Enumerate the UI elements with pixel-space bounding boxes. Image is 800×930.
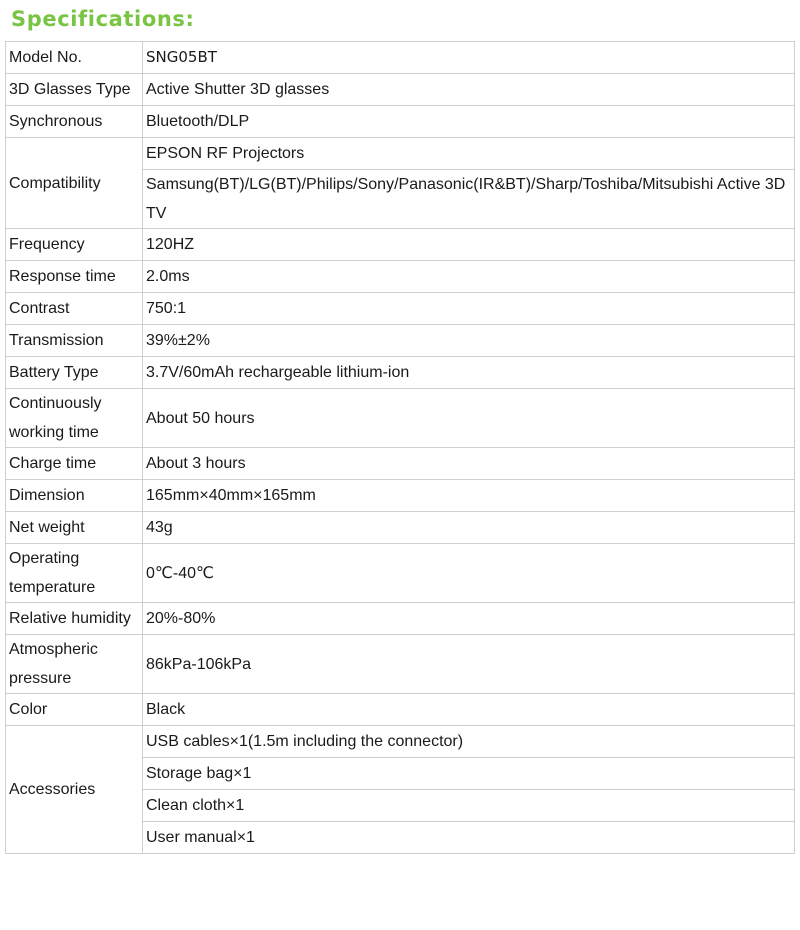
spec-value-model: SNG05BT <box>143 42 795 74</box>
spec-value-battery-type: 3.7V/60mAh rechargeable lithium-ion <box>143 357 795 389</box>
spec-label-battery-type: Battery Type <box>6 357 143 389</box>
spec-value-contrast: 750:1 <box>143 293 795 325</box>
spec-row-relative-humidity <box>6 603 795 635</box>
spec-label-model: Model No. <box>6 42 143 74</box>
spec-label-response-time: Response time <box>6 261 143 293</box>
spec-label-contrast: Contrast <box>6 293 143 325</box>
spec-row-operating-temperature <box>6 544 795 603</box>
spec-row-glasses-type <box>6 74 795 106</box>
spec-value-atmospheric-pressure: 86kPa-106kPa <box>143 635 795 694</box>
spec-value-transmission: 39%±2% <box>143 325 795 357</box>
spec-row-transmission <box>6 325 795 357</box>
spec-label-net-weight: Net weight <box>6 512 143 544</box>
spec-row-dimension <box>6 480 795 512</box>
spec-row-net-weight <box>6 512 795 544</box>
spec-label-atmospheric-pressure: Atmospheric pressure <box>6 635 143 694</box>
spec-label-dimension: Dimension <box>6 480 143 512</box>
spec-row-color <box>6 694 795 726</box>
spec-row-response-time <box>6 261 795 293</box>
spec-row-atmospheric-pressure <box>6 635 795 694</box>
spec-value-compatibility-2: Samsung(BT)/LG(BT)/Philips/Sony/Panasonic(IR&BT)/Sharp/Toshiba/Mitsubishi Active 3D TV <box>143 170 795 229</box>
spec-value-net-weight: 43g <box>143 512 795 544</box>
spec-value-accessories-3: Clean cloth×1 <box>143 790 795 822</box>
specifications-table <box>5 41 795 854</box>
spec-row-accessories <box>6 726 795 758</box>
spec-value-color: Black <box>143 694 795 726</box>
spec-value-charge-time: About 3 hours <box>143 448 795 480</box>
spec-label-charge-time: Charge time <box>6 448 143 480</box>
spec-row-working-time <box>6 389 795 448</box>
spec-value-accessories-2: Storage bag×1 <box>143 758 795 790</box>
spec-value-response-time: 2.0ms <box>143 261 795 293</box>
spec-value-frequency: 120HZ <box>143 229 795 261</box>
spec-row-battery-type <box>6 357 795 389</box>
spec-label-relative-humidity: Relative humidity <box>6 603 143 635</box>
spec-label-operating-temperature: Operating temperature <box>6 544 143 603</box>
spec-label-color: Color <box>6 694 143 726</box>
spec-label-accessories: Accessories <box>6 726 143 854</box>
spec-value-working-time: About 50 hours <box>143 389 795 448</box>
spec-value-accessories-1: USB cables×1(1.5m including the connector) <box>143 726 795 758</box>
spec-row-model <box>6 42 795 74</box>
spec-label-transmission: Transmission <box>6 325 143 357</box>
spec-row-frequency <box>6 229 795 261</box>
spec-value-synchronous: Bluetooth/DLP <box>143 106 795 138</box>
spec-value-operating-temperature: 0℃-40℃ <box>143 544 795 603</box>
spec-row-compatibility <box>6 138 795 170</box>
spec-value-accessories-4: User manual×1 <box>143 822 795 854</box>
spec-value-relative-humidity: 20%-80% <box>143 603 795 635</box>
spec-label-glasses-type: 3D Glasses Type <box>6 74 143 106</box>
spec-label-compatibility: Compatibility <box>6 138 143 229</box>
spec-row-contrast <box>6 293 795 325</box>
spec-value-dimension: 165mm×40mm×165mm <box>143 480 795 512</box>
spec-row-charge-time <box>6 448 795 480</box>
page-title: Specifications: <box>11 7 195 31</box>
spec-value-glasses-type: Active Shutter 3D glasses <box>143 74 795 106</box>
spec-label-synchronous: Synchronous <box>6 106 143 138</box>
spec-row-synchronous <box>6 106 795 138</box>
spec-value-compatibility-1: EPSON RF Projectors <box>143 138 795 170</box>
spec-label-frequency: Frequency <box>6 229 143 261</box>
spec-label-working-time: Continuously working time <box>6 389 143 448</box>
